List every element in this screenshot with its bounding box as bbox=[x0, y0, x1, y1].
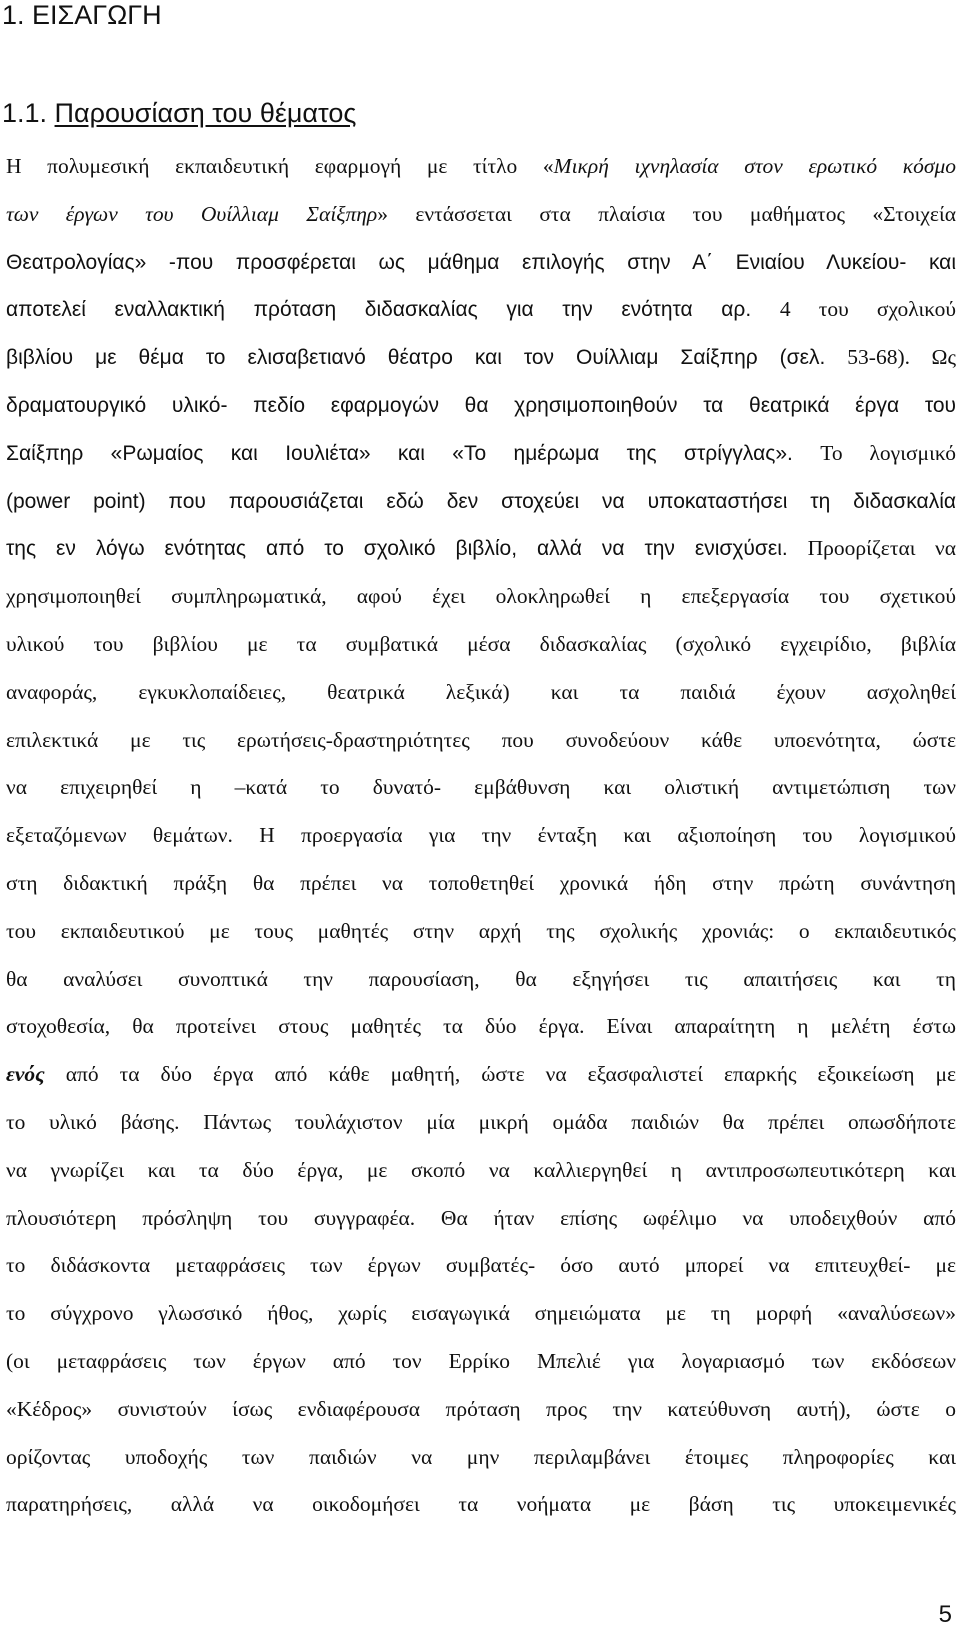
text-segment: υλικού του βιβλίου με τα συμβατικά μέσα διδασκαλίας (σχολικό εγχειρίδιο, βιβλία bbox=[6, 631, 956, 656]
section-number: 1.1. bbox=[2, 98, 55, 128]
text-segment: 53-68). Ως bbox=[847, 345, 956, 370]
text-segment: από τα δύο έργα από κάθε μαθητή, ώστε να εξασφαλιστεί επαρκής εξοικείωση με bbox=[44, 1062, 956, 1087]
text-segment: Θεατρολογίας» -που προσφέρεται ως μάθημα επιλογής στην Α΄ Ενιαίου Λυκείου- και bbox=[6, 250, 956, 274]
text-line bbox=[6, 382, 956, 430]
text-line bbox=[6, 1481, 956, 1529]
text-segment: επιλεκτικά με τις ερωτήσεις-δραστηριότητες που συνοδεύουν κάθε υποενότητα, ώστε bbox=[6, 727, 956, 752]
text-line bbox=[6, 430, 956, 478]
text-line bbox=[6, 1386, 956, 1434]
section-title: Παρουσίαση του θέματος bbox=[54, 98, 357, 128]
text-segment: των έργων του Ουίλλιαμ Σαίξπηρ bbox=[6, 201, 378, 226]
chapter-heading: 1. ΕΙΣΑΓΩΓΗ bbox=[2, 0, 162, 30]
text-segment: στη διδακτική πράξη θα πρέπει να τοποθετηθεί χρονικά ήδη στην πρώτη συνάντηση bbox=[6, 870, 956, 895]
text-line bbox=[6, 1290, 956, 1338]
text-line bbox=[6, 812, 956, 860]
text-segment: ενός bbox=[6, 1062, 45, 1087]
text-segment: παρατηρήσεις, αλλά να οικοδομήσει τα νοήματα με βάση τις υποκειμενικές bbox=[6, 1492, 956, 1517]
text-line bbox=[6, 908, 956, 956]
text-line bbox=[6, 191, 956, 239]
text-line bbox=[6, 525, 956, 573]
text-segment: Σαίξπηρ «Ρωμαίος και Ιουλιέτα» και «Το ημέρωμα της στρίγγλας». bbox=[6, 441, 821, 465]
text-segment: 4 του σχολικού bbox=[779, 297, 956, 322]
text-line bbox=[6, 1003, 956, 1051]
text-segment: της εν λόγω ενότητας από το σχολικό βιβλίο, αλλά να την ενισχύσει. bbox=[6, 537, 808, 561]
text-line bbox=[6, 1434, 956, 1482]
text-segment: του εκπαιδευτικού με τους μαθητές στην αρχή της σχολικής χρονιάς: ο εκπαιδευτικός bbox=[6, 918, 956, 943]
text-segment: χρησιμοποιηθεί συμπληρωματικά, αφού έχει ολοκληρωθεί η επεξεργασία του σχετικού bbox=[6, 584, 956, 609]
text-segment: το σύγχρονο γλωσσικό ήθος, χωρίς εισαγωγικά σημειώματα με τη μορφή «αναλύσεων» bbox=[6, 1301, 956, 1326]
text-line bbox=[6, 239, 956, 287]
section-heading bbox=[2, 97, 356, 129]
text-segment: Μικρή ιχνηλασία στον ερωτικό κόσμο bbox=[553, 154, 956, 178]
text-segment: » εντάσσεται στα πλαίσια του μαθήματος «Στοιχεία bbox=[377, 201, 956, 226]
text-segment: πλουσιότερη πρόσληψη του συγγραφέα. Θα ήταν επίσης ωφέλιμο να υποδειχθούν από bbox=[6, 1205, 956, 1230]
text-line bbox=[6, 764, 956, 812]
text-line bbox=[6, 860, 956, 908]
text-segment: αναφοράς, εγκυκλοπαίδειες, θεατρικά λεξικά) και τα παιδιά έχουν ασχοληθεί bbox=[6, 679, 956, 704]
body-paragraph bbox=[6, 143, 956, 1529]
text-segment: Το λογισμικό bbox=[820, 440, 956, 465]
text-segment: θα αναλύσει συνοπτικά την παρουσίαση, θα εξηγήσει τις απαιτήσεις και τη bbox=[6, 966, 956, 991]
text-line bbox=[6, 621, 956, 669]
text-line bbox=[6, 1338, 956, 1386]
text-line bbox=[6, 1242, 956, 1290]
text-segment: Προορίζεται να bbox=[807, 536, 956, 561]
text-line bbox=[6, 1099, 956, 1147]
text-line bbox=[6, 1195, 956, 1243]
text-segment: εξεταζόμενων θεμάτων. Η προεργασία για την ένταξη και αξιοποίηση του λογισμικού bbox=[6, 823, 956, 848]
text-line bbox=[6, 717, 956, 765]
text-segment: (power point) που παρουσιάζεται εδώ δεν στοχεύει να υποκαταστήσει τη διδασκαλία bbox=[6, 489, 956, 513]
text-segment: Η πολυμεσική εκπαιδευτική εφαρμογή με τίτλο « bbox=[6, 154, 554, 178]
text-segment: να γνωρίζει και τα δύο έργα, με σκοπό να καλλιεργηθεί η αντιπροσωπευτικότερη και bbox=[6, 1157, 956, 1182]
text-line bbox=[6, 286, 956, 334]
text-line bbox=[6, 956, 956, 1004]
text-line bbox=[6, 669, 956, 717]
text-line bbox=[6, 1051, 956, 1099]
text-segment: βιβλίου με θέμα το ελισαβετιανό θέατρο και τον Ουίλλιαμ Σαίξπηρ (σελ. bbox=[6, 346, 848, 370]
text-segment: ορίζοντας υποδοχής των παιδιών να μην περιλαμβάνει έτοιμες πληροφορίες και bbox=[6, 1444, 956, 1469]
text-line bbox=[6, 143, 956, 191]
text-segment: το διδάσκοντα μεταφράσεις των έργων συμβατές- όσο αυτό μπορεί να επιτευχθεί- με bbox=[6, 1253, 956, 1278]
text-segment: (οι μεταφράσεις των έργων από τον Ερρίκο Μπελιέ για λογαριασμό των εκδόσεων bbox=[6, 1348, 956, 1373]
text-segment: το υλικό βάσης. Πάντως τουλάχιστον μία μικρή ομάδα παιδιών θα πρέπει οπωσδήποτε bbox=[6, 1109, 956, 1134]
text-segment: δραματουργικό υλικό- πεδίο εφαρμογών θα χρησιμοποιηθούν τα θεατρικά έργα του bbox=[6, 393, 956, 417]
text-line bbox=[6, 573, 956, 621]
text-segment: «Κέδρος» συνιστούν ίσως ενδιαφέρουσα πρόταση προς την κατεύθυνση αυτή), ώστε ο bbox=[6, 1396, 956, 1421]
text-line bbox=[6, 1147, 956, 1195]
text-segment: στοχοθεσία, θα προτείνει στους μαθητές τα δύο έργα. Είναι απαραίτητη η μελέτη έστω bbox=[6, 1014, 956, 1039]
text-segment: αποτελεί εναλλακτική πρόταση διδασκαλίας για την ενότητα αρ. bbox=[6, 298, 780, 322]
text-segment: να επιχειρηθεί η –κατά το δυνατό- εμβάθυνση και ολιστική αντιμετώπιση των bbox=[6, 775, 956, 800]
text-line bbox=[6, 478, 956, 526]
page-number: 5 bbox=[938, 1601, 952, 1628]
text-line bbox=[6, 334, 956, 382]
